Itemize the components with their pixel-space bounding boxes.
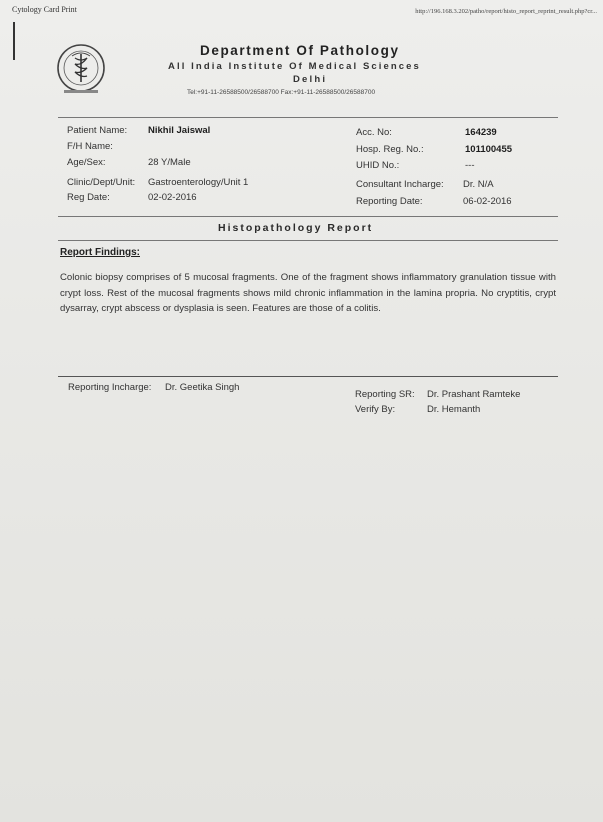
reporting-incharge-value: Dr. Geetika Singh (165, 382, 240, 393)
report-title: Histopathology Report (218, 222, 374, 234)
clinic-label: Clinic/Dept/Unit: (67, 177, 136, 188)
reporting-incharge-label: Reporting Incharge: (68, 382, 152, 393)
page-url: http://196.168.3.202/patho/report/histo_report_reprint_result.php?cr... (415, 8, 597, 15)
findings-text: Colonic biopsy comprises of 5 mucosal fragments. One of the fragment shows inflammatory granulation tissue with crypt loss. Rest of the mucosal fragments shows mild chronic inflammation in the lamina propria. No cryptitis, crypt dysarray, crypt abscess or dysplasia is seen. Features are those of a colitis. (60, 272, 556, 315)
aiims-logo-icon (52, 42, 110, 96)
fh-name-label: F/H Name: (67, 141, 113, 152)
acc-no-value: 164239 (465, 127, 497, 138)
verify-by-label: Verify By: (355, 404, 396, 415)
department-title: Department Of Pathology (200, 43, 400, 58)
reg-date-value: 02-02-2016 (148, 192, 197, 203)
consultant-label: Consultant Incharge: (356, 179, 444, 190)
findings-heading: Report Findings: (60, 247, 140, 258)
footer-divider (58, 376, 558, 377)
institute-name: All India Institute Of Medical Sciences (168, 61, 421, 72)
header-divider (58, 117, 558, 118)
acc-no-label: Acc. No: (356, 127, 392, 138)
hosp-reg-label: Hosp. Reg. No.: (356, 144, 424, 155)
hosp-reg-value: 101100455 (465, 144, 513, 155)
city-name: Delhi (293, 74, 328, 85)
reporting-date-value: 06-02-2016 (463, 196, 512, 207)
reporting-sr-label: Reporting SR: (355, 389, 415, 400)
section-divider-bottom (58, 240, 558, 241)
consultant-value: Dr. N/A (463, 179, 494, 190)
reg-date-label: Reg Date: (67, 192, 110, 203)
age-sex-value: 28 Y/Male (148, 157, 191, 168)
patient-name-label: Patient Name: (67, 125, 128, 136)
margin-mark (13, 22, 15, 60)
section-divider-top (58, 216, 558, 217)
contact-line: Tel:+91-11-26588500/26588700 Fax:+91-11-26588500/26588700 (187, 89, 376, 96)
clinic-value: Gastroenterology/Unit 1 (148, 177, 249, 188)
reporting-date-label: Reporting Date: (356, 196, 423, 207)
verify-by-value: Dr. Hemanth (427, 404, 481, 415)
patient-name-value: Nikhil Jaiswal (148, 125, 211, 136)
print-title: Cytology Card Print (12, 5, 77, 14)
uhid-label: UHID No.: (356, 160, 400, 171)
age-sex-label: Age/Sex: (67, 157, 106, 168)
uhid-value: --- (465, 160, 475, 171)
reporting-sr-value: Dr. Prashant Ramteke (427, 389, 521, 400)
